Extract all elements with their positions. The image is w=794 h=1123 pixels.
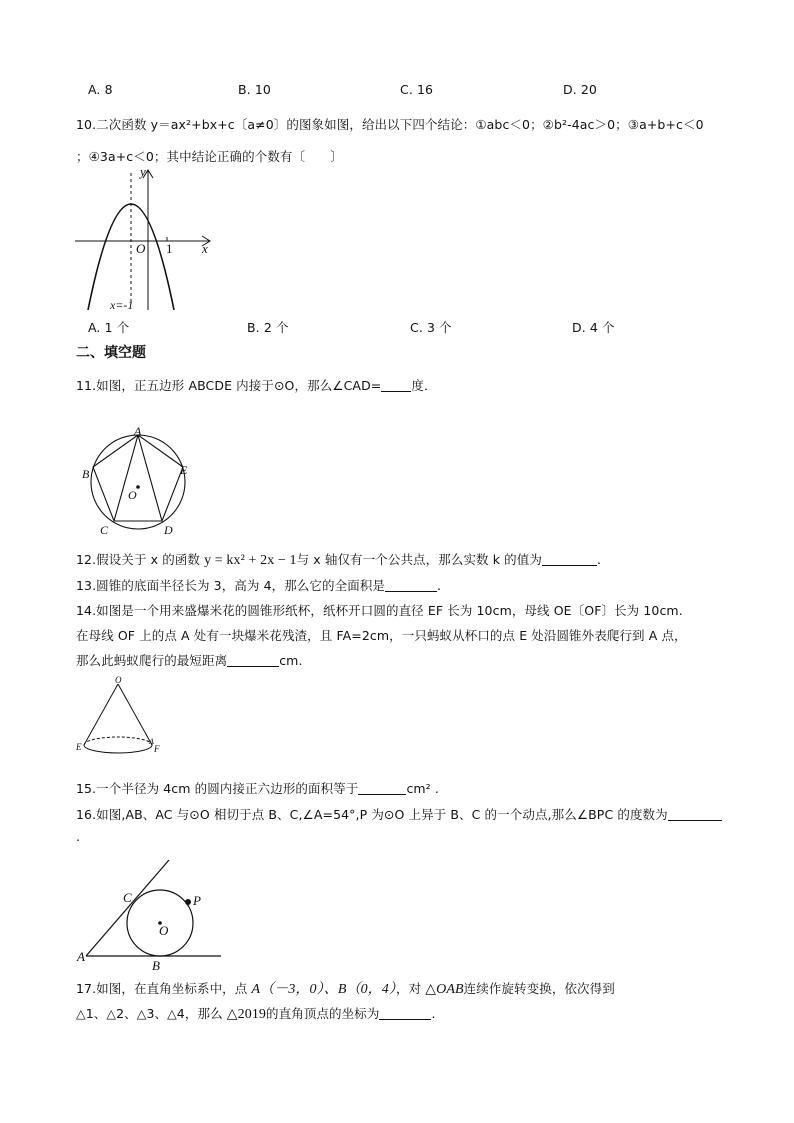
q17-text-c: 连续作旋转变换，依次得到 — [463, 981, 615, 996]
y-axis-label: y — [140, 165, 146, 179]
q16-answer-blank — [668, 808, 722, 821]
q17-text-b: ，对 — [395, 981, 422, 996]
q14-cone-figure — [76, 674, 176, 764]
label-p: P — [193, 893, 201, 908]
tangent-ac — [86, 860, 169, 956]
q10-option-c: C. 3 个 — [410, 320, 452, 335]
label-e: E — [180, 463, 188, 477]
label-d: D — [164, 523, 173, 537]
q13-text — [76, 576, 441, 594]
q12-text-before: 12.假设关于 x 的函数 — [76, 552, 201, 567]
q15-text-before: 15.一个半径为 4cm 的圆内接正六边形的面积等于 — [76, 781, 359, 796]
q10-option-a: A. 1 个 — [88, 320, 130, 335]
q14-text-line1: 14.如图是一个用来盛爆米花的圆锥形纸杯，纸杯开口圆的直径 EF 长为 10cm，母线 OE〔OF〕长为 10cm. — [76, 603, 683, 618]
q9-option-b: B. 10 — [238, 82, 271, 97]
label-a: A — [134, 425, 142, 438]
q14-text-before: 那么此蚂蚁爬行的最短距离 — [76, 653, 228, 668]
q12-text-after: . — [596, 552, 602, 567]
q17-triangle: △OAB — [425, 982, 464, 997]
q14-text-line2: 在母线 OF 上的点 A 处有一块爆米花残渣，且 FA=2cm，一只蚂蚁从杯口的点 E 处沿圆锥外表爬行到 A 点， — [76, 628, 687, 643]
label-o: O — [159, 923, 169, 938]
label-a: A — [77, 949, 85, 964]
label-f: F — [154, 744, 160, 754]
q10-text-line1: 10.二次函数 y＝ax²+bx+c〔a≠0〕的图象如图，给出以下四个结论：①abc＜0；②b²-4ac＞0；③a+b+c＜0 — [76, 117, 704, 132]
q15-text-after: cm² . — [406, 781, 439, 796]
label-c: C — [123, 890, 132, 905]
q11-text-before: 11.如图，正五边形 ABCDE 内接于⊙O，那么∠CAD= — [76, 378, 382, 393]
q14-answer-blank — [227, 654, 279, 667]
q16-text-line2: . — [76, 829, 81, 844]
q17-text-a: 17.如图，在直角坐标系中，点 — [76, 981, 248, 996]
q17-text-e: 的直角顶点的坐标为 — [266, 1006, 380, 1021]
segment-ad — [138, 435, 162, 521]
symmetry-axis-label: x=-1 — [110, 298, 134, 312]
generatrix-oe — [84, 684, 118, 745]
q13-answer-blank — [385, 579, 437, 592]
base-front-arc — [84, 745, 152, 753]
q10-text-line2: ；④3a+c＜0；其中结论正确的个数有〔 〕 — [76, 149, 343, 164]
q16-tangent-figure — [76, 855, 226, 975]
q15-text — [76, 779, 439, 797]
label-c: C — [100, 523, 109, 537]
tick-label-1: 1 — [166, 241, 173, 256]
q9-option-d: D. 20 — [563, 82, 597, 97]
section-title: 二、填空题 — [76, 345, 146, 361]
pentagon — [93, 435, 183, 521]
origin-label: O — [136, 241, 146, 256]
q12-answer-blank — [542, 553, 597, 566]
label-o: O — [128, 488, 137, 502]
q17-points: A（－3，0）、B（0，4） — [251, 982, 396, 997]
q10-option-d: D. 4 个 — [572, 320, 615, 335]
point-p — [185, 899, 191, 905]
q11-pentagon-figure — [76, 425, 206, 540]
q10-option-b: B. 2 个 — [247, 320, 289, 335]
label-a: A — [149, 737, 154, 746]
q9-option-c: C. 16 — [400, 82, 434, 97]
center-point — [136, 485, 140, 489]
label-b: B — [82, 467, 90, 481]
q17-answer-blank — [379, 1007, 431, 1020]
q16-text-line1 — [76, 805, 722, 823]
circumscribed-circle — [91, 435, 185, 529]
q17-text-line1 — [76, 978, 615, 998]
q11-text — [76, 376, 437, 394]
q9-option-a: A. 8 — [88, 82, 113, 97]
generatrix-of — [118, 684, 152, 745]
q13-text-after: . — [437, 578, 442, 593]
q16-text: 16.如图,AB、AC 与⊙O 相切于点 B、C,∠A=54°,P 为⊙O 上异于 B、C 的一个动点,那么∠BPC 的度数为 — [76, 807, 668, 822]
q17-text-d: △1、△2、△3、△4，那么 — [76, 1006, 223, 1021]
q14-text-line3 — [76, 651, 303, 669]
label-e: E — [76, 742, 82, 752]
q11-text-after: 度． — [411, 378, 437, 393]
q15-answer-blank — [358, 782, 406, 795]
q12-text — [76, 550, 601, 569]
label-b: B — [152, 958, 160, 973]
q12-text-mid: 与 x 轴仅有一个公共点，那么实数 k 的值为 — [296, 552, 542, 567]
q12-formula: y = kx² + 2x − 1 — [204, 553, 297, 568]
q13-text-before: 13.圆锥的底面半径长为 3，高为 4，那么它的全面积是 — [76, 578, 386, 593]
label-o: O — [115, 675, 122, 685]
q14-text-after: cm. — [279, 653, 303, 668]
q11-answer-blank — [381, 379, 411, 392]
q17-triangle-2019: △2019 — [226, 1007, 267, 1022]
q10-parabola-figure — [70, 165, 220, 315]
q17-text-f: . — [431, 1006, 436, 1021]
segment-ac — [114, 435, 138, 521]
base-back-arc — [84, 737, 152, 745]
x-axis-label: x — [202, 241, 208, 256]
q17-text-line2 — [76, 1004, 436, 1023]
